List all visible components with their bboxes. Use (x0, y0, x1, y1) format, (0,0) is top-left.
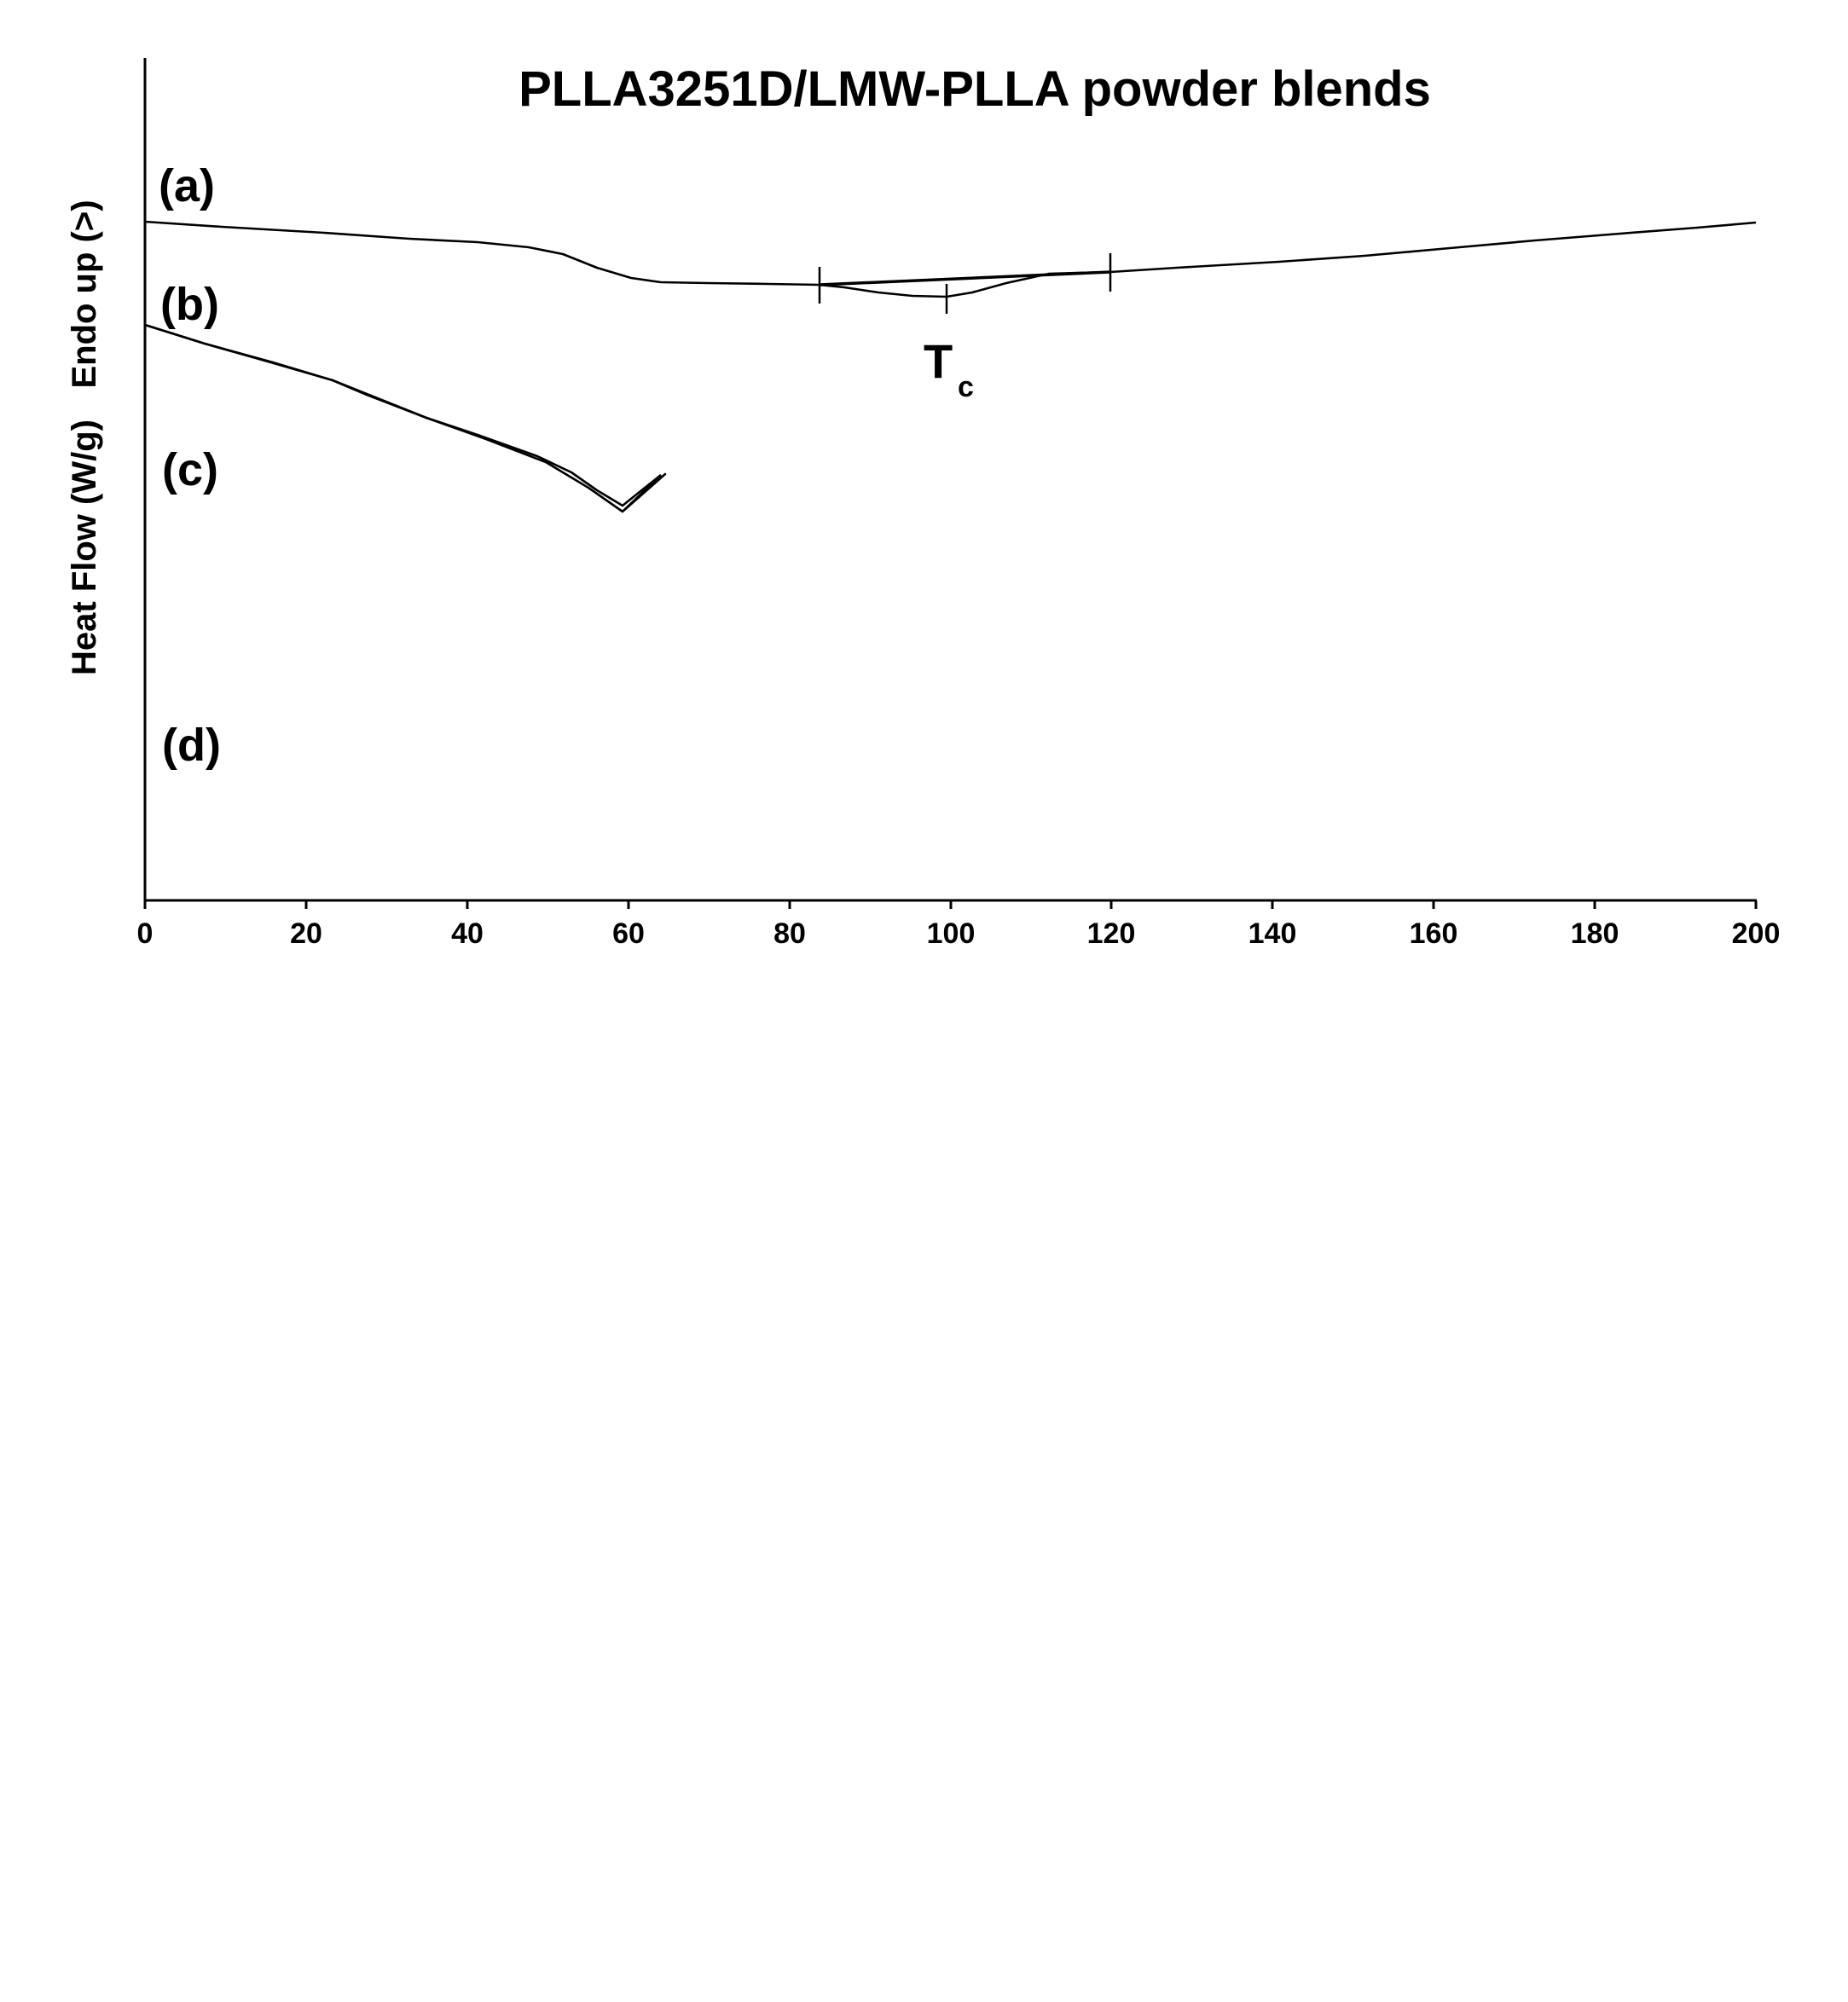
curve-label-c: (c) (162, 444, 218, 495)
svg-text:140: 140 (1248, 917, 1297, 950)
tc-annotation (924, 334, 974, 403)
panel-title: PLLA3251D/LMW-PLLA powder blends (518, 61, 1431, 117)
svg-text:100: 100 (926, 917, 976, 950)
svg-text:200: 200 (1731, 917, 1781, 950)
curve-label-d: (d) (162, 720, 221, 771)
curve-label-b: (b) (160, 279, 219, 330)
svg-text:180: 180 (1570, 917, 1619, 950)
svg-text:40: 40 (451, 917, 484, 950)
svg-text:20: 20 (290, 917, 322, 950)
svg-text:T: T (924, 334, 953, 388)
x-tick-labels (137, 917, 1781, 950)
panel-top (66, 58, 1780, 950)
curve-a (145, 222, 1756, 314)
svg-text:c: c (958, 371, 974, 403)
svg-text:80: 80 (773, 917, 806, 950)
svg-text:0: 0 (136, 917, 154, 950)
svg-text:60: 60 (612, 917, 645, 950)
y-axis-label-endo: Endo up (>) (66, 200, 103, 389)
curve-label-a: (a) (159, 160, 215, 211)
svg-text:160: 160 (1409, 917, 1458, 950)
svg-text:120: 120 (1086, 917, 1136, 950)
y-axis-label-heatflow: Heat Flow (W/g) (66, 419, 103, 675)
curve-b (145, 325, 665, 512)
